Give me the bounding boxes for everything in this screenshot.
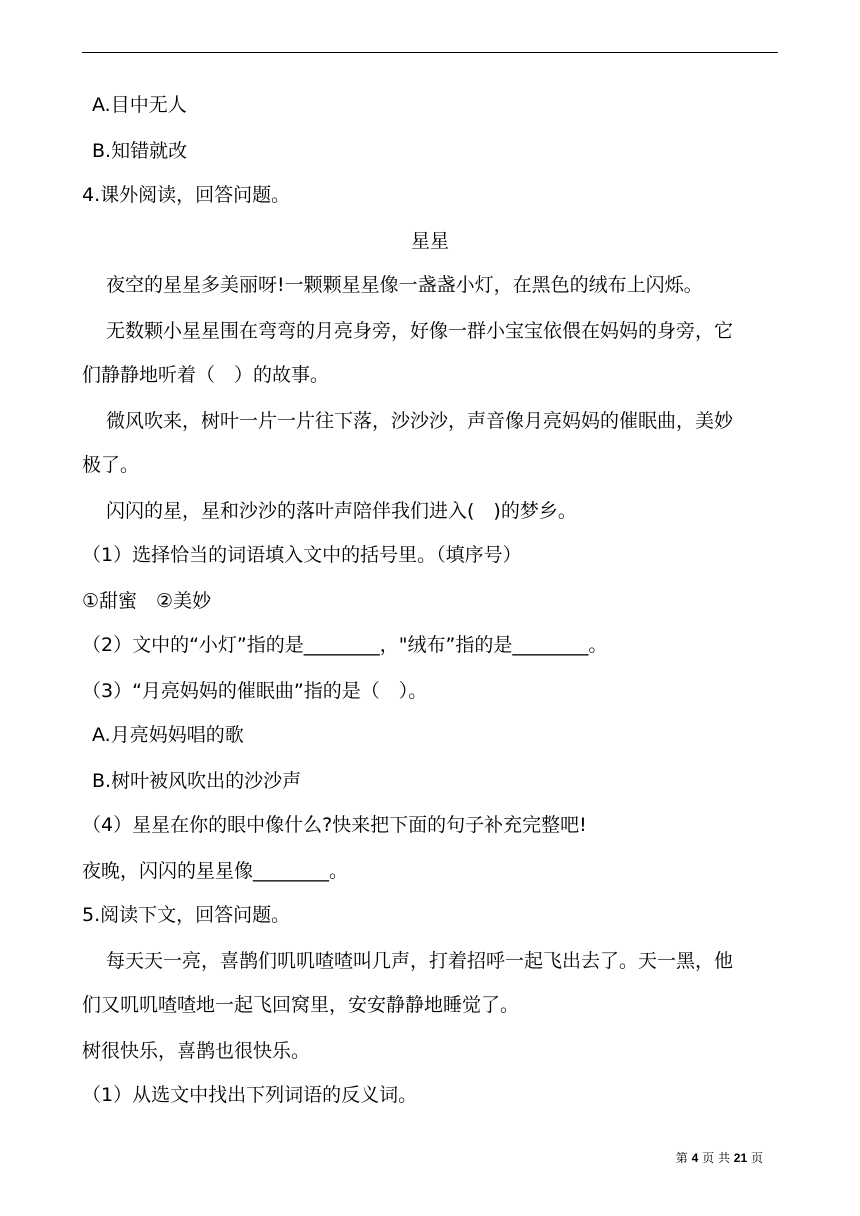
- footer-prefix: 第: [675, 1151, 688, 1165]
- q5-passage-line-2: 们又叽叽喳喳地一起飞回窝里，安安静静地睡觉了。: [82, 994, 520, 1016]
- sub-question-4: （4）星星在你的眼中像什么?快来把下面的句子补充完整吧!: [82, 814, 587, 836]
- passage-title: 星星: [410, 230, 449, 252]
- sub-question-3: （3）“月亮妈妈的催眠曲”指的是（ ）。: [82, 680, 428, 702]
- question-5-heading: 5.阅读下文，回答问题。: [82, 904, 291, 926]
- footer-middle: 页 共: [702, 1151, 730, 1165]
- page-footer: [676, 1150, 763, 1166]
- footer-suffix: 页: [750, 1151, 763, 1165]
- q5-passage-line-3: 树很快乐，喜鹊也很快乐。: [82, 1040, 311, 1062]
- footer-total-pages: 21: [733, 1151, 748, 1165]
- passage-paragraph-2-line-1: 无数颗小星星围在弯弯的月亮身旁，好像一群小宝宝依偎在妈妈的身旁，它: [106, 320, 734, 342]
- q5-passage-line-1: 每天天一亮，喜鹊们叽叽喳喳叫几声，打着招呼一起飞出去了。天一黑，他: [106, 950, 734, 972]
- option-b-text: B.知错就改: [92, 140, 188, 162]
- sub-question-3-option-a: A.月亮妈妈唱的歌: [92, 724, 244, 746]
- sub-question-1: （1）选择恰当的词语填入文中的括号里。（填序号）: [82, 544, 522, 566]
- option-a-text: A.目中无人: [92, 94, 187, 116]
- word-choices: ①甜蜜 ②美妙: [82, 590, 212, 612]
- sub-question-4-fill-line: 夜晚，闪闪的星星像________。: [82, 860, 349, 882]
- sub-question-3-option-b: B.树叶被风吹出的沙沙声: [92, 770, 302, 792]
- footer-current-page: 4: [691, 1151, 699, 1165]
- passage-paragraph-4: 闪闪的星，星和沙沙的落叶声陪伴我们进入( )的梦乡。: [106, 500, 577, 522]
- passage-paragraph-3-line-1: 微风吹来，树叶一片一片往下落，沙沙沙，声音像月亮妈妈的催眠曲，美妙: [106, 410, 734, 432]
- sub-question-2: （2）文中的“小灯”指的是________，"绒布”指的是________。: [82, 634, 608, 656]
- passage-paragraph-2-line-2: 们静静地听着（ ）的故事。: [82, 364, 330, 386]
- passage-paragraph-1: 夜空的星星多美丽呀!一颗颗星星像一盏盏小灯，在黑色的绒布上闪烁。: [106, 274, 703, 296]
- passage-paragraph-3-line-2: 极了。: [82, 454, 140, 476]
- header-rule: [82, 52, 778, 53]
- question-4-heading: 4.课外阅读，回答问题。: [82, 184, 291, 206]
- q5-sub-question-1: （1）从选文中找出下列词语的反义词。: [82, 1084, 418, 1106]
